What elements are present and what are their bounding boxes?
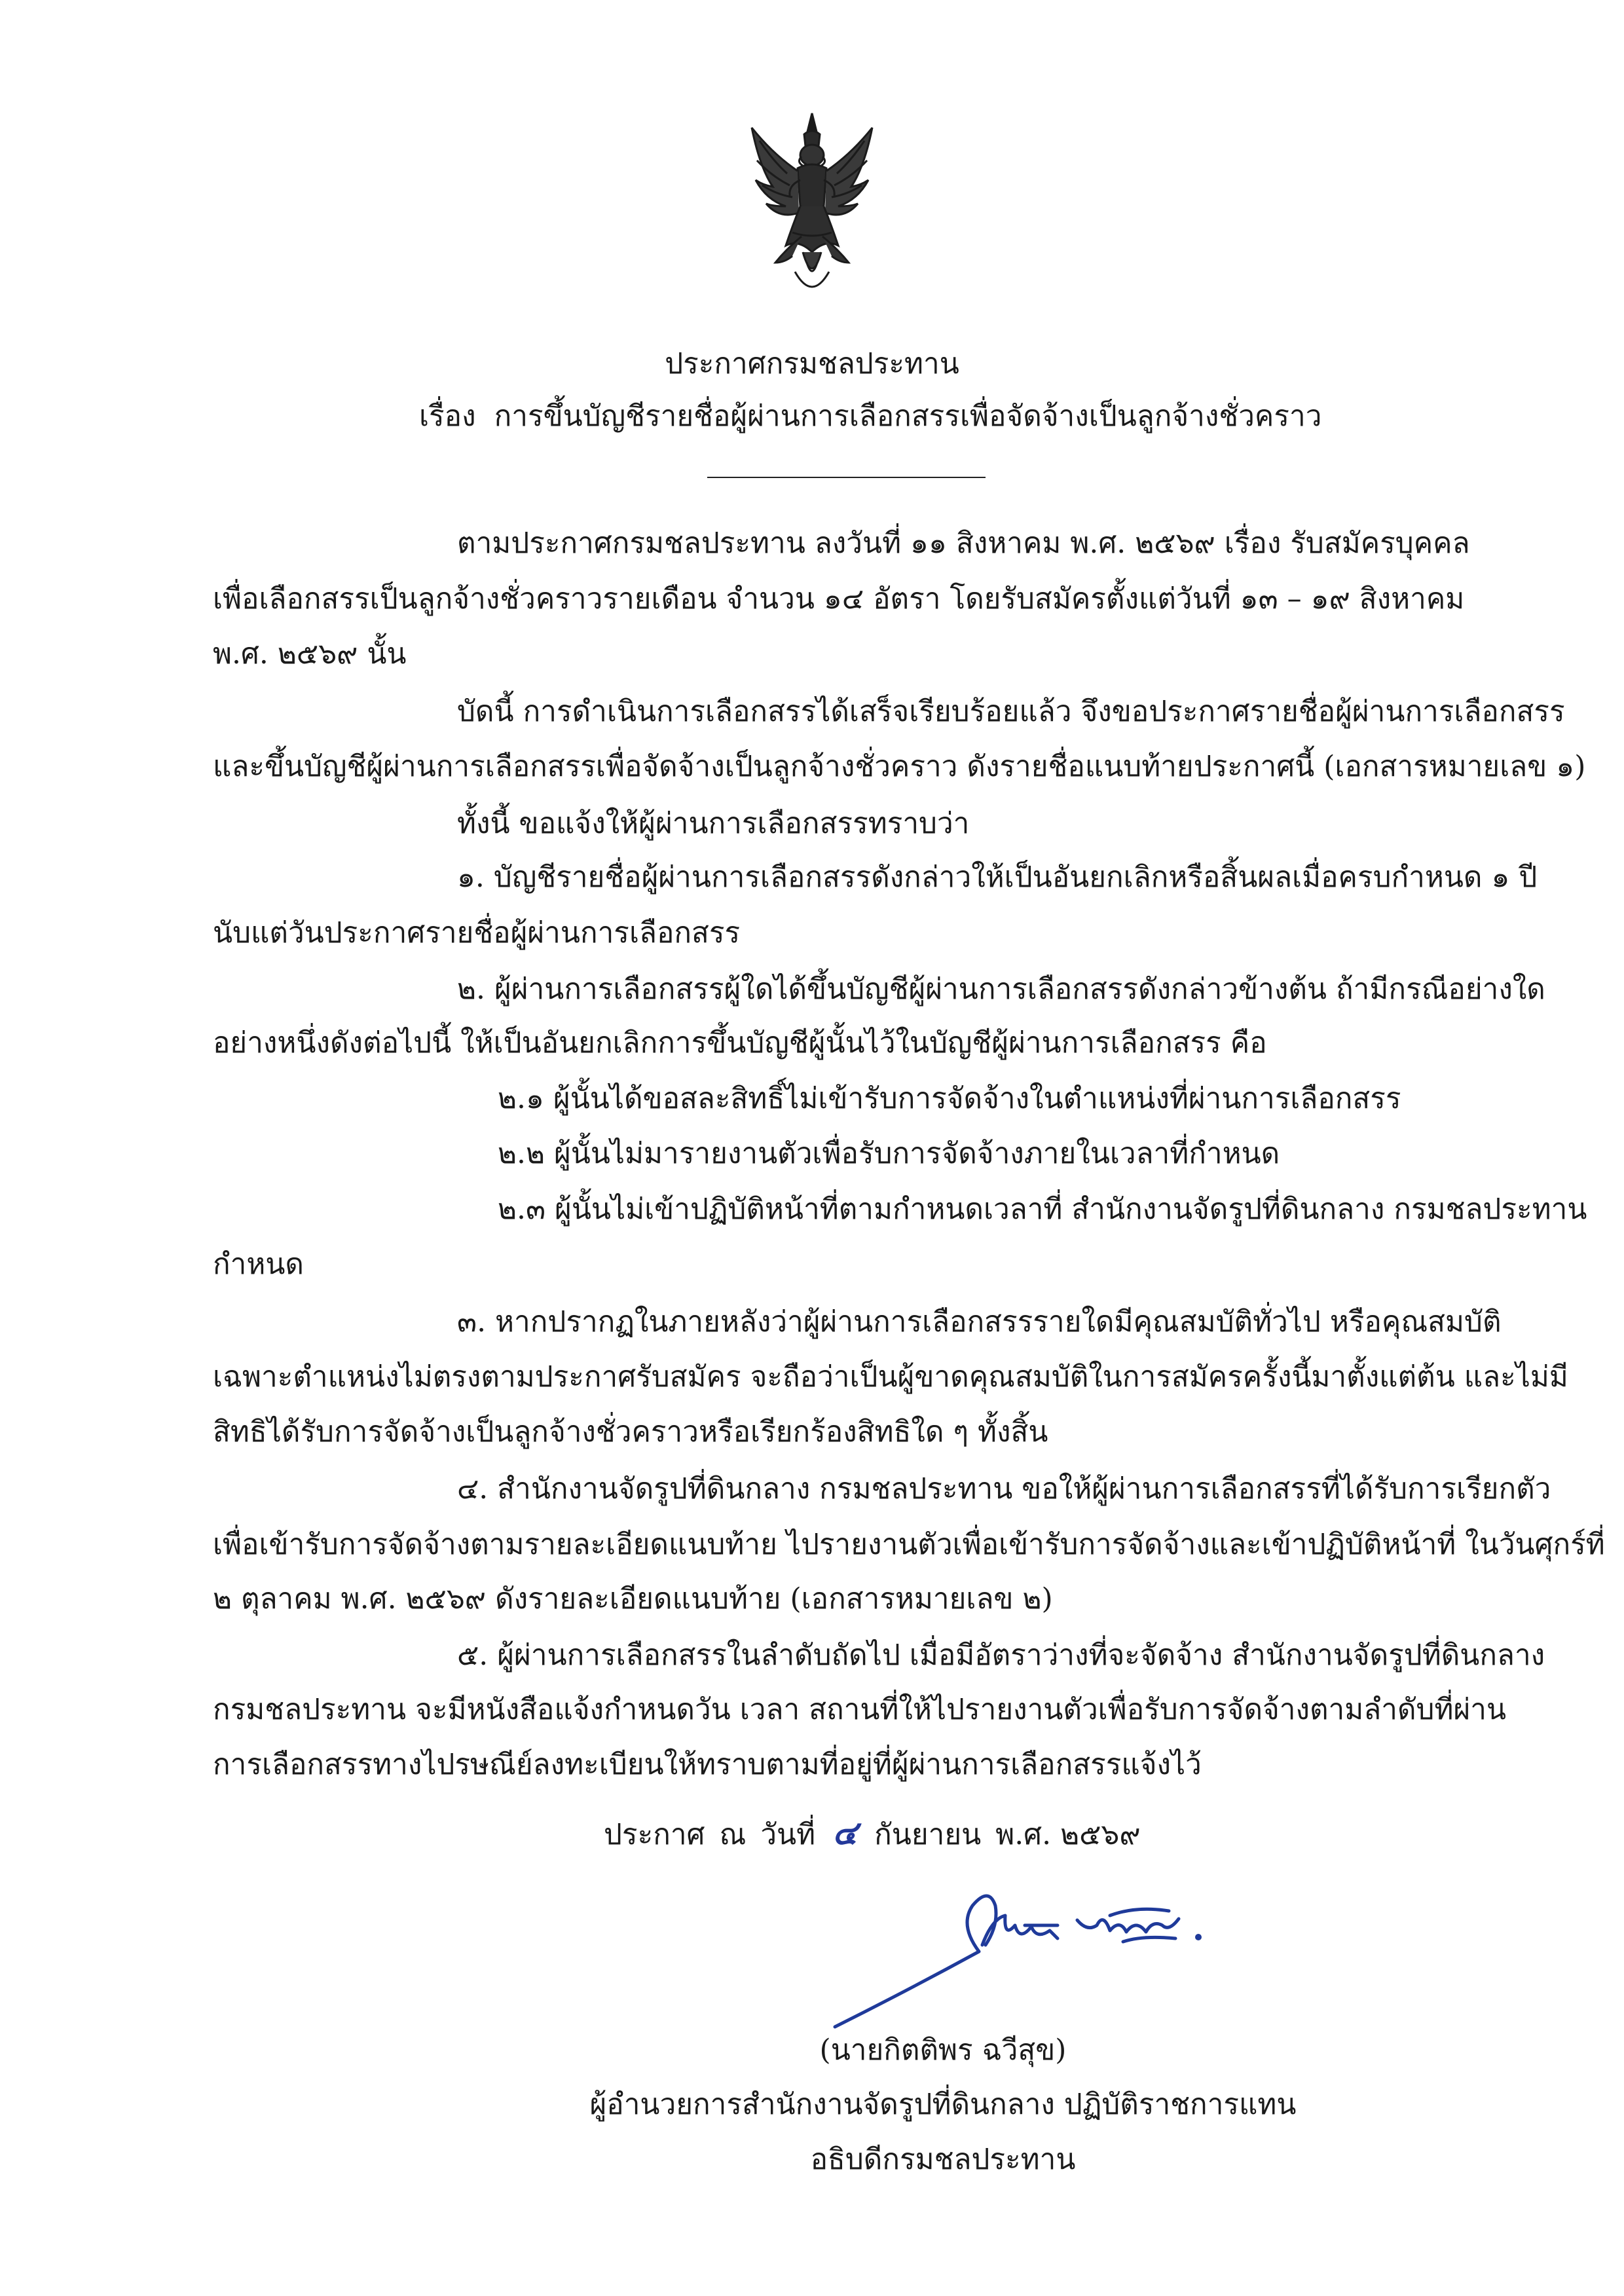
month-text: กันยายน — [874, 1818, 982, 1851]
subject-line — [419, 393, 1321, 439]
item-4-line-1: ๔. สำนักงานจัดรูปที่ดินกลาง กรมชลประทาน ขอให้ผู้ผ่านการเลือกสรรที่ได้รับการเรียกตัว — [457, 1472, 1551, 1506]
item-1-line-1: ๑. บัญชีรายชื่อผู้ผ่านการเลือกสรรดังกล่าวให้เป็นอันยกเลิกหรือสิ้นผลเมื่อครบกำหนด ๑ ปี — [457, 861, 1538, 894]
item-1-line-2: นับแต่วันประกาศรายชื่อผู้ผ่านการเลือกสรร — [213, 916, 741, 950]
paragraph-1-line-2: เพื่อเลือกสรรเป็นลูกจ้างชั่วคราวรายเดือน จำนวน ๑๔ อัตรา โดยรับสมัครตั้งแต่วันที่ ๑๓ – ๑๙ สิงหาคม — [213, 582, 1465, 616]
subject-label: เรื่อง — [419, 399, 476, 433]
item-5-line-3: การเลือกสรรทางไปรษณีย์ลงทะเบียนให้ทราบตามที่อยู่ที่ผู้ผ่านการเลือกสรรแจ้งไว้ — [213, 1748, 1202, 1781]
paragraph-2-line-2: และขึ้นบัญชีผู้ผ่านการเลือกสรรเพื่อจัดจ้างเป็นลูกจ้างชั่วคราว ดังรายชื่อแนบท้ายประกาศนี้ (เอกสารหมายเลข ๑) — [213, 750, 1586, 783]
item-2-3-line-1: ๒.๓ ผู้นั้นไม่เข้าปฏิบัติหน้าที่ตามกำหนดเวลาที่ สำนักงานจัดรูปที่ดินกลาง กรมชลประทาน — [498, 1193, 1587, 1226]
subject-text: การขึ้นบัญชีรายชื่อผู้ผ่านการเลือกสรรเพื่อจัดจ้างเป็นลูกจ้างชั่วคราว — [494, 399, 1322, 433]
item-4-line-3: ๒ ตุลาคม พ.ศ. ๒๕๖๙ ดังรายละเอียดแนบท้าย (เอกสารหมายเลข ๒) — [213, 1582, 1053, 1616]
item-2-3-line-2: กำหนด — [213, 1248, 304, 1281]
at-word: ณ — [719, 1818, 747, 1851]
handwritten-signature — [828, 1879, 1234, 2037]
item-3-line-2: เฉพาะตำแหน่งไม่ตรงตามประกาศรับสมัคร จะถือว่าเป็นผู้ขาดคุณสมบัติในการสมัครครั้งนี้มาตั้งแต่ต้น และไม่มี — [213, 1360, 1568, 1394]
item-3-line-3: สิทธิได้รับการจัดจ้างเป็นลูกจ้างชั่วคราวหรือเรียกร้องสิทธิใด ๆ ทั้งสิ้น — [213, 1415, 1048, 1449]
paragraph-3-line-1: ทั้งนี้ ขอแจ้งให้ผู้ผ่านการเลือกสรรทราบว่า — [457, 807, 970, 840]
item-2-2: ๒.๒ ผู้นั้นไม่มารายงานตัวเพื่อรับการจัดจ้างภายในเวลาที่กำหนด — [498, 1137, 1280, 1170]
item-2-line-2: อย่างหนึ่งดังต่อไปนี้ ให้เป็นอันยกเลิกการขึ้นบัญชีผู้นั้นไว้ในบัญชีผู้ผ่านการเลือกสรร คือ — [213, 1026, 1267, 1060]
paragraph-2-line-1: บัดนี้ การดำเนินการเลือกสรรได้เสร็จเรียบร้อยแล้ว จึงขอประกาศรายชื่อผู้ผ่านการเลือกสรร — [457, 695, 1565, 728]
announcement-title: ประกาศกรมชลประทาน — [665, 347, 959, 380]
announcement-date — [604, 1807, 1141, 1859]
handwritten-day: ๔ — [832, 1814, 858, 1852]
item-5-line-1: ๕. ผู้ผ่านการเลือกสรรในลำดับถัดไป เมื่อมีอัตราว่างที่จะจัดจ้าง สำนักงานจัดรูปที่ดินกลาง — [457, 1639, 1545, 1672]
day-label: วันที่ — [760, 1818, 816, 1851]
title-divider — [707, 477, 986, 478]
year-text: พ.ศ. ๒๕๖๙ — [995, 1818, 1141, 1851]
signer-position: ผู้อำนวยการสำนักงานจัดรูปที่ดินกลาง ปฏิบัติราชการแทน — [589, 2088, 1297, 2121]
item-2-1: ๒.๑ ผู้นั้นได้ขอสละสิทธิ์ไม่เข้ารับการจัดจ้างในตำแหน่งที่ผ่านการเลือกสรร — [498, 1082, 1401, 1115]
paragraph-1-line-3: พ.ศ. ๒๕๖๙ นั้น — [213, 637, 407, 671]
item-3-line-1: ๓. หากปรากฏในภายหลังว่าผู้ผ่านการเลือกสรรรายใดมีคุณสมบัติทั่วไป หรือคุณสมบัติ — [457, 1305, 1502, 1339]
signer-name: (นายกิตติพร ฉวีสุข) — [819, 2033, 1067, 2067]
item-5-line-2: กรมชลประทาน จะมีหนังสือแจ้งกำหนดวัน เวลา สถานที่ให้ไปรายงานตัวเพื่อรับการจัดจ้างตามลำดับที่ผ่าน — [213, 1693, 1507, 1726]
item-4-line-2: เพื่อเข้ารับการจัดจ้างตามรายละเอียดแนบท้าย ไปรายงานตัวเพื่อเข้ารับการจัดจ้างและเข้าปฏิบัติหน้าที่ ในวันศุกร์ที่ — [213, 1528, 1605, 1561]
announce-word: ประกาศ — [604, 1818, 705, 1851]
garuda-emblem-icon — [747, 108, 877, 305]
item-2-line-1: ๒. ผู้ผ่านการเลือกสรรผู้ใดได้ขึ้นบัญชีผู้ผ่านการเลือกสรรดังกล่าวข้างต้น ถ้ามีกรณีอย่างใด — [457, 972, 1545, 1006]
paragraph-1-line-1: ตามประกาศกรมชลประทาน ลงวันที่ ๑๑ สิงหาคม พ.ศ. ๒๕๖๙ เรื่อง รับสมัครบุคคล — [457, 527, 1470, 560]
signer-authority: อธิบดีกรมชลประทาน — [810, 2143, 1076, 2176]
